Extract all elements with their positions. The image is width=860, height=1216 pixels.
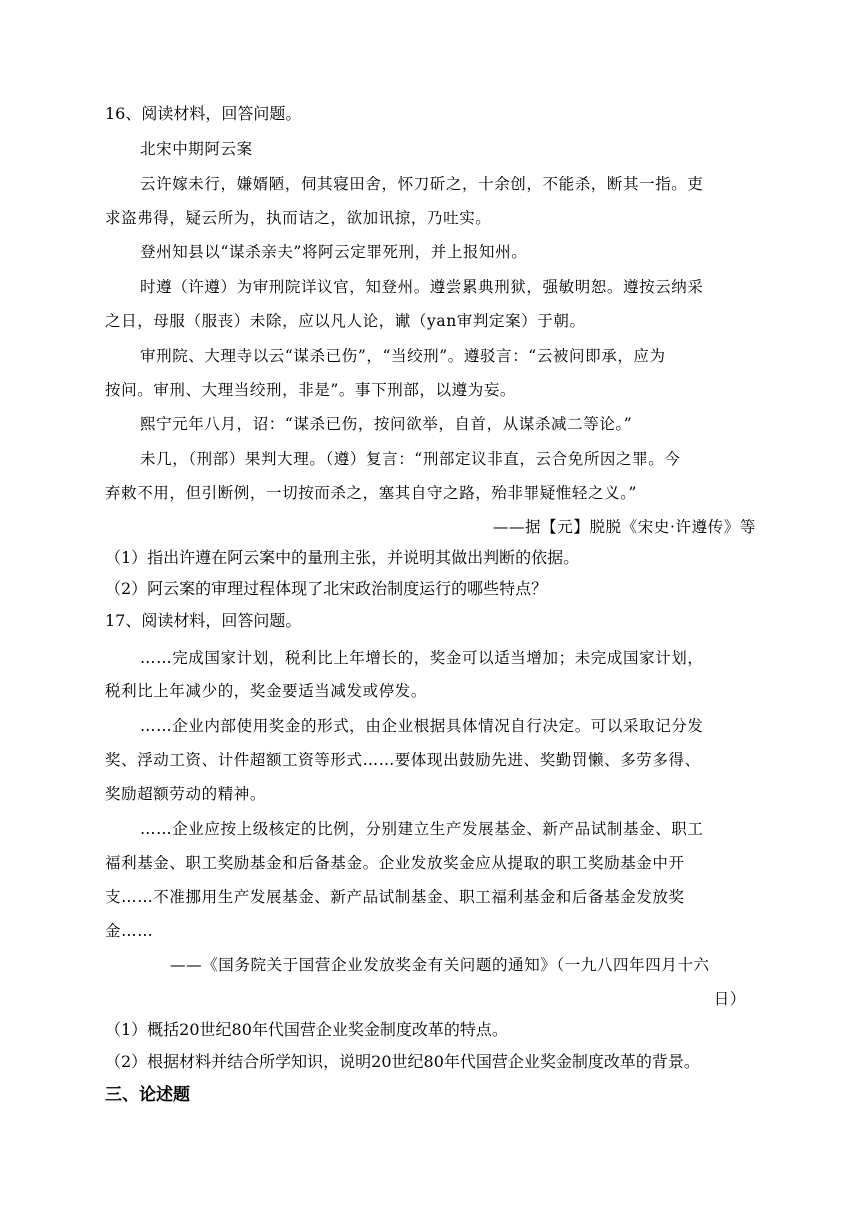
material-paragraph: 金……	[105, 922, 154, 940]
sub-question: （1）概括20世纪80年代国营企业奖金制度改革的特点。	[105, 1020, 508, 1039]
material-paragraph: 熙宁元年八月，诏：“谋杀已伤，按问欲举，自首，从谋杀减二等论。”	[140, 415, 633, 433]
material-paragraph: 审刑院、大理寺以云“谋杀已伤”，“当绞刑”。遵驳言：“云被问即承，应为	[140, 347, 666, 365]
case-title: 北宋中期阿云案	[140, 140, 253, 158]
material-paragraph: ……企业应按上级核定的比例，分别建立生产发展基金、新产品试制基金、职工	[140, 820, 704, 838]
material-paragraph: ……企业内部使用奖金的形式，由企业根据具体情况自行决定。可以采取记分发	[140, 717, 704, 735]
sub-question: （2）阿云案的审理过程体现了北宋政治制度运行的哪些特点？	[105, 579, 548, 598]
material-paragraph: 按问。审刑、大理当绞刑，非是”。事下刑部，以遵为妄。	[105, 381, 517, 399]
material-paragraph: 福利基金、职工奖励基金和后备基金。企业发放奖金应从提取的职工奖励基金中开	[105, 854, 685, 872]
question-17-title: 17、阅读材料，回答问题。	[105, 611, 302, 630]
sub-question: （2）根据材料并结合所学知识，说明20世纪80年代国营企业奖金制度改革的背景。	[105, 1052, 700, 1071]
material-paragraph: 弃敕不用，但引断例，一切按而杀之，塞其自守之路，殆非罪疑惟轻之义。”	[105, 484, 638, 502]
material-paragraph: 登州知县以“谋杀亲夫”将阿云定罪死刑，并上报知州。	[140, 243, 528, 261]
material-paragraph: 奖、浮动工资、计件超额工资等形式……要体现出鼓励先进、奖勤罚懒、多劳多得、	[105, 751, 701, 769]
source-citation: ——据【元】脱脱《宋史·许遵传》等	[492, 518, 756, 536]
source-citation: ——《国务院关于国营企业发放奖金有关问题的通知》（一九八四年四月十六	[170, 956, 710, 974]
section-heading: 三、论述题	[105, 1085, 190, 1105]
material-paragraph: 支……不准挪用生产发展基金、新产品试制基金、职工福利基金和后备基金发放奖	[105, 888, 685, 906]
material-paragraph: 税利比上年减少的，奖金要适当减发或停发。	[105, 682, 428, 700]
material-paragraph: 求盗弗得，疑云所为，执而诘之，欲加讯掠，乃吐实。	[105, 209, 492, 227]
material-paragraph: 时遵（许遵）为审刑院详议官，知登州。遵尝累典刑狱，强敏明恕。遵按云纳采	[140, 278, 704, 296]
question-16-title: 16、阅读材料，回答问题。	[105, 104, 302, 123]
material-paragraph: 之日，母服（服丧）未除，应以凡人论，谳（yan审判定案）于朝。	[105, 312, 586, 330]
material-paragraph: ……完成国家计划，税利比上年增长的，奖金可以适当增加；未完成国家计划，	[140, 649, 704, 667]
material-paragraph: 云许嫁未行，嫌婿陋，伺其寝田舍，怀刀斫之，十余创，不能杀，断其一指。吏	[140, 175, 704, 193]
material-paragraph: 未几，（刑部）果判大理。（遵）复言：“刑部定议非直，云合免所因之罪。今	[140, 450, 681, 468]
sub-question: （1）指出许遵在阿云案中的量刑主张，并说明其做出判断的依据。	[105, 548, 580, 567]
source-citation: 日）	[713, 990, 746, 1008]
material-paragraph: 奖励超额劳动的精神。	[105, 785, 267, 803]
